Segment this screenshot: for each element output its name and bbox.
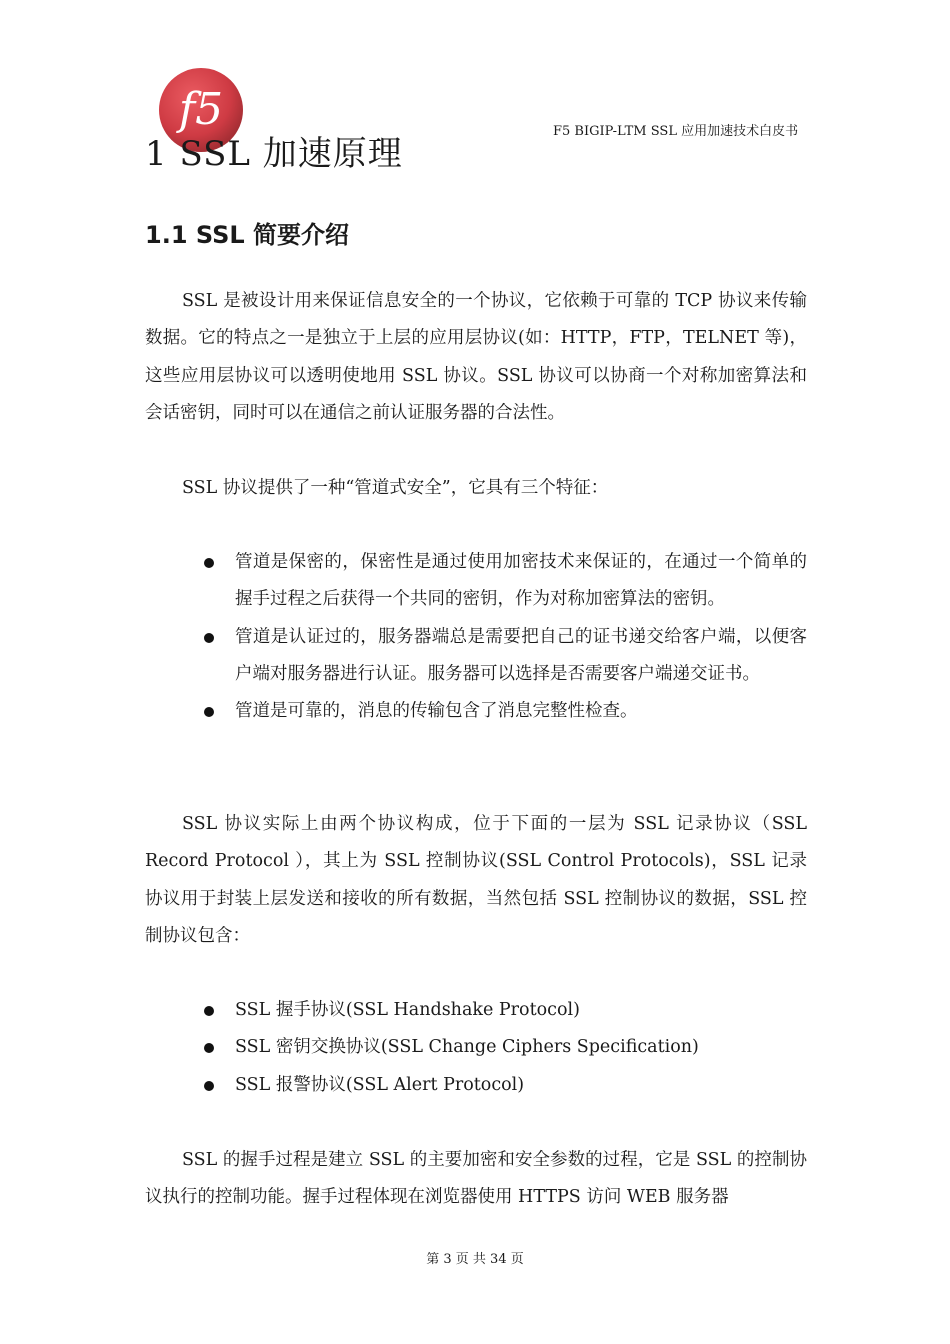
paragraph-intro: SSL 是被设计用来保证信息安全的一个协议，它依赖于可靠的 TCP 协议来传输数据。它的特点之一是独立于上层的应用层协议(如：HTTP，FTP，TELNET 等)，这些应用层协议可以透明使地用 SSL 协议。SSL 协议可以协商一个对称加密算法和会话密钥，同时可以在通信之前认证服务器的合法性。	[145, 291, 807, 423]
bullet-icon	[204, 1006, 214, 1016]
list-item: 管道是保密的，保密性是通过使用加密技术来保证的，在通过一个简单的握手过程之后获得一个共同的密钥，作为对称加密算法的密钥。	[200, 544, 807, 619]
list-item: 管道是可靠的，消息的传输包含了消息完整性检查。	[200, 693, 807, 730]
page-number: 第 3 页 共 34 页	[426, 1252, 524, 1267]
list-item: SSL 密钥交换协议(SSL Change Ciphers Specification)	[200, 1029, 807, 1066]
chapter-title: 1 SSL 加速原理	[145, 134, 403, 174]
feature-list	[200, 544, 807, 730]
section-title: 1.1 SSL 简要介绍	[145, 221, 350, 249]
bullet-icon	[204, 1043, 214, 1053]
paragraph-protocol-structure: SSL 协议实际上由两个协议构成，位于下面的一层为 SSL 记录协议（SSL Record Protocol ），其上为 SSL 控制协议(SSL Control Protocols)，SSL 记录协议用于封装上层发送和接收的所有数据，当然包括 SSL 控制协议的数据，SSL 控制协议包含：	[145, 814, 807, 946]
bullet-icon	[204, 1081, 214, 1091]
document-title: F5 BIGIP-LTM SSL 应用加速技术白皮书	[553, 124, 799, 139]
bullet-icon	[204, 633, 214, 643]
list-item: 管道是认证过的，服务器端总是需要把自己的证书递交给客户端，以便客户端对服务器进行认证。服务器可以选择是否需要客户端递交证书。	[200, 619, 807, 694]
bullet-icon	[204, 558, 214, 568]
paragraph-handshake: SSL 的握手过程是建立 SSL 的主要加密和安全参数的过程，它是 SSL 的控制协议执行的控制功能。握手过程体现在浏览器使用 HTTPS 访问 WEB 服务器	[145, 1150, 807, 1208]
control-protocol-list	[200, 992, 807, 1104]
list-item: SSL 握手协议(SSL Handshake Protocol)	[200, 992, 807, 1029]
logo-text: f5	[178, 84, 224, 135]
paragraph-pipe-security: SSL 协议提供了一种“管道式安全”，它具有三个特征：	[182, 478, 609, 498]
bullet-icon	[204, 707, 214, 717]
list-item: SSL 报警协议(SSL Alert Protocol)	[200, 1067, 807, 1104]
